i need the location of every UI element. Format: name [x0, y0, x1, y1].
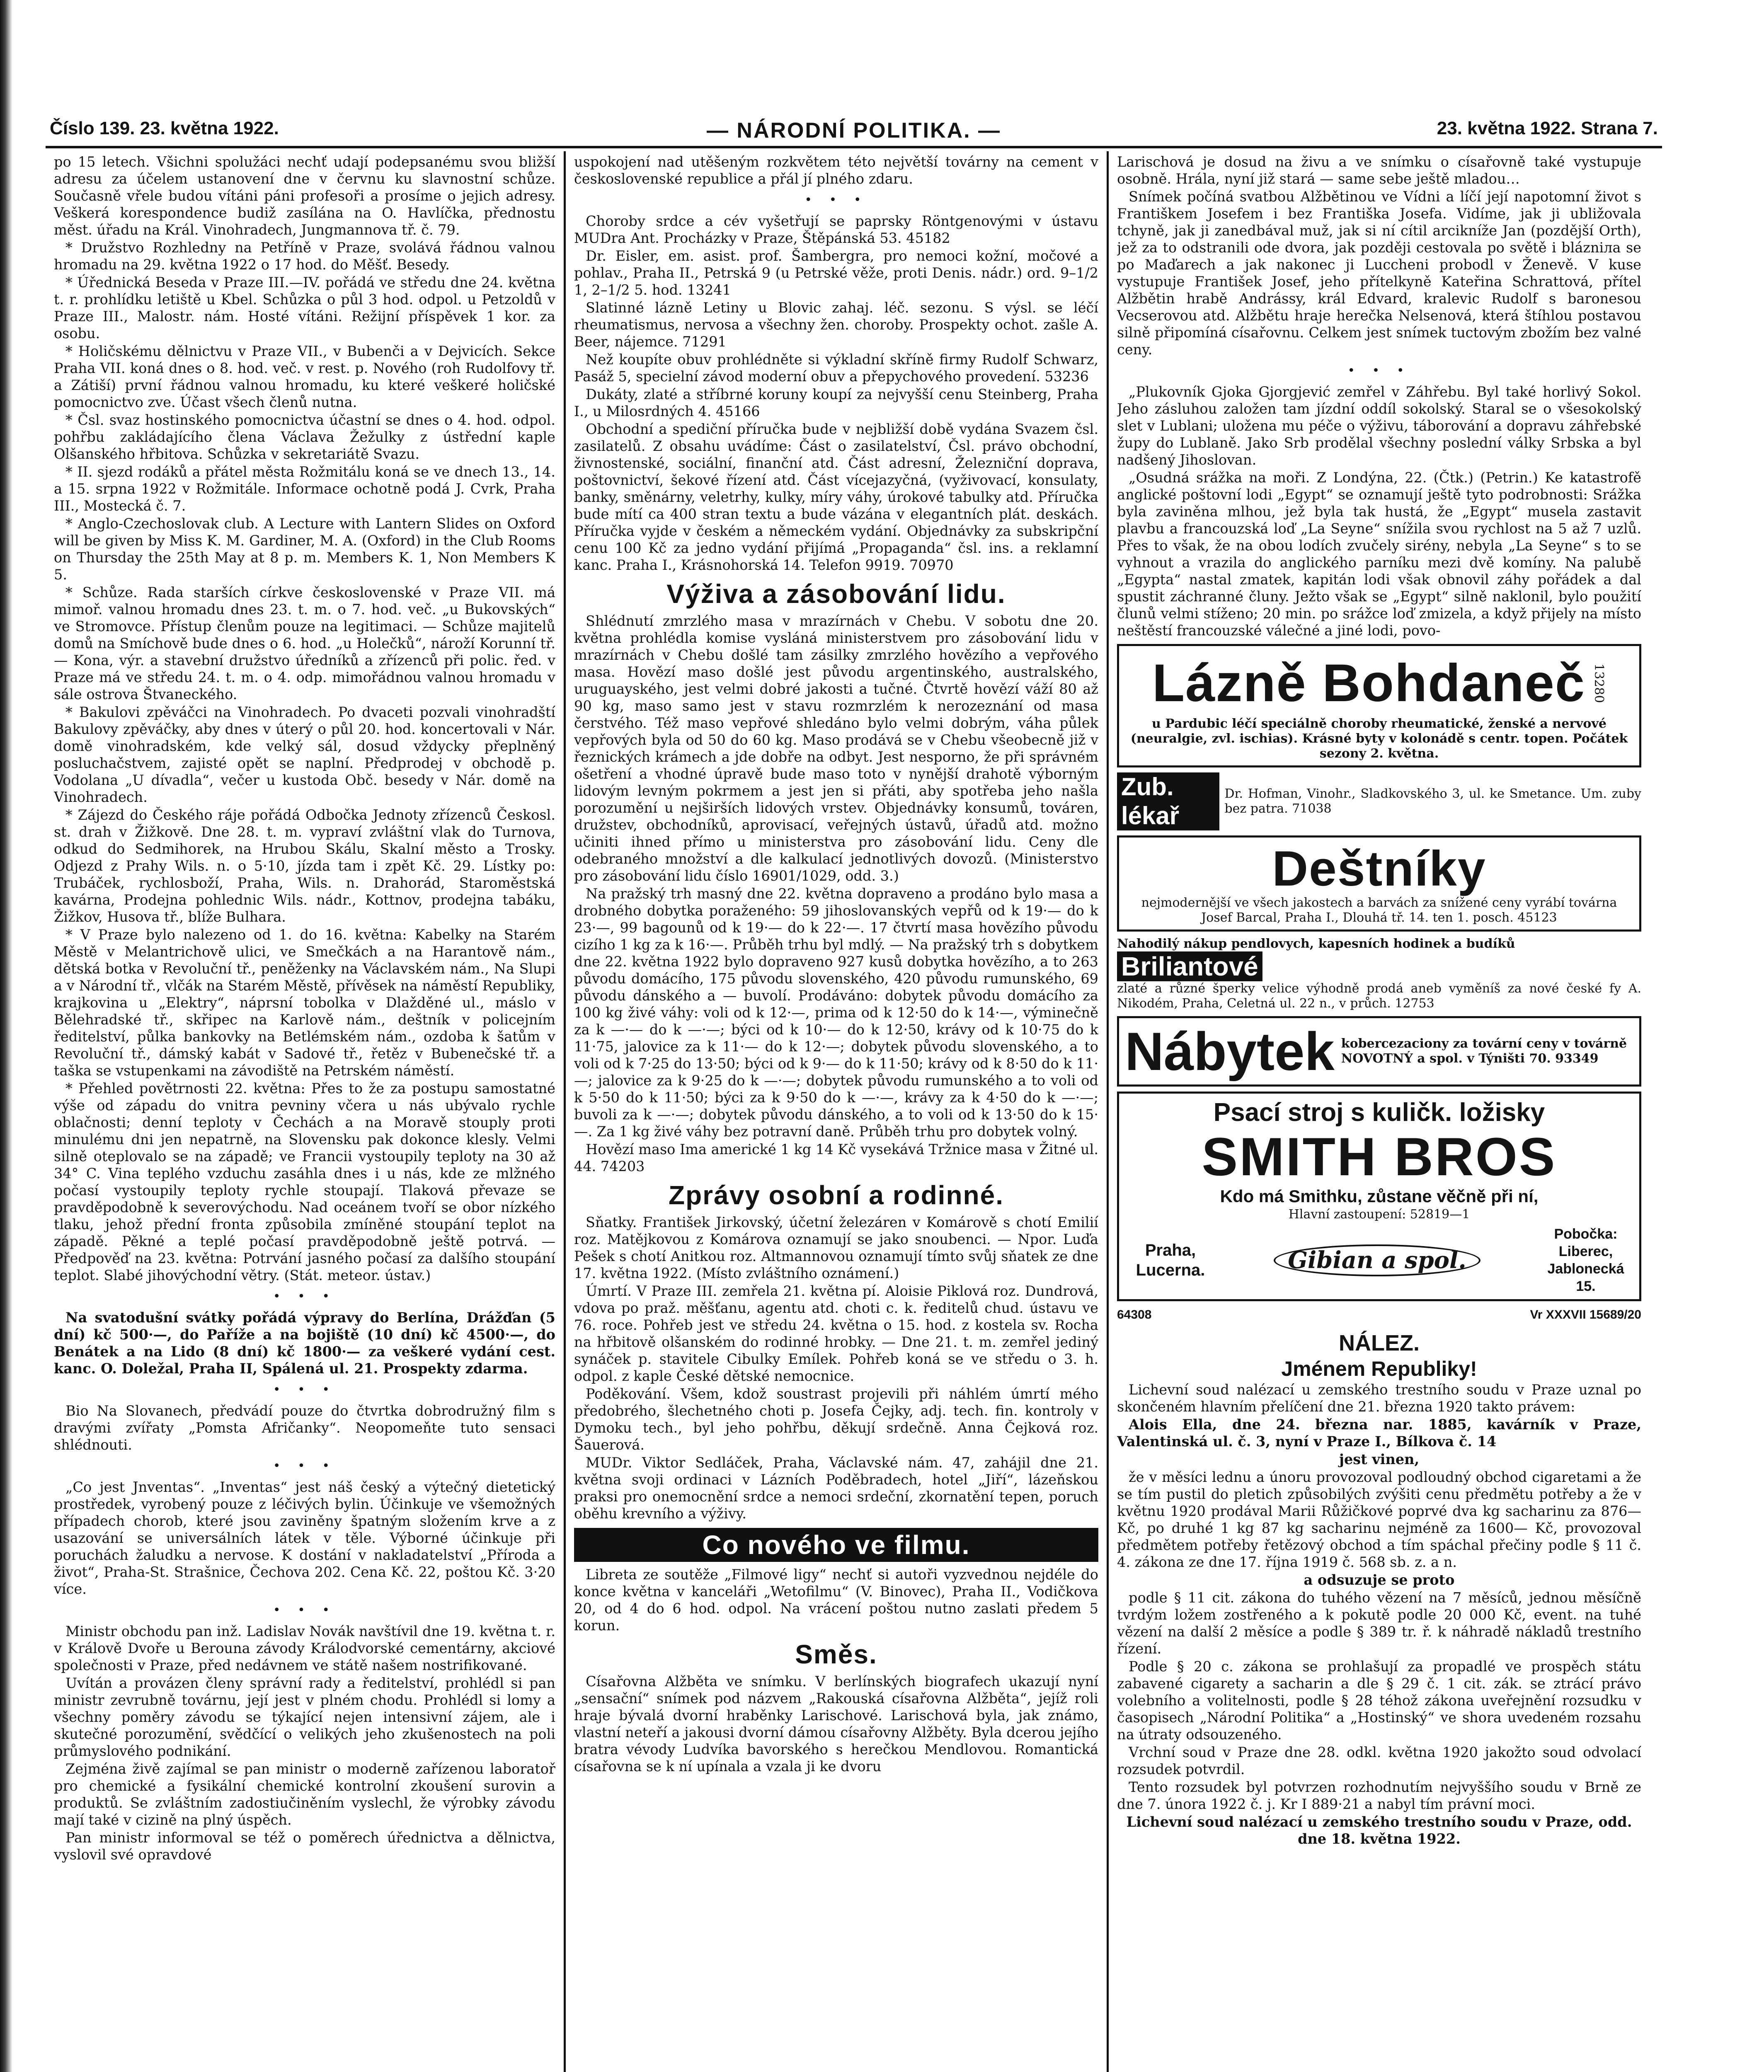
- col1-paragraph: * Čsl. svaz hostinského pomocnictva účastní se dnes o 4. hod. odpol. pohřbu zakládajícího člena Václava Žežulky z ústřední kaple Olšanského hřbitova. Schůzka v sekretariátě Svazu.: [54, 412, 555, 462]
- personal-news: Úmrtí. V Praze III. zemřela 21. května pí. Aloisie Piklová roz. Dundrová, vdova po praž. měšťanu, agentu atd. choti c. k. ředitelů chud. ústavu ve 76. roce. Pohřeb jest ve středu 24. května o 15. hod. z kostela sv. Rocha na hřbitově olšanském do rodinné hrobky. — Dne 21. t. m. zemřel jediný synáček p. stavitele Cibulky Emílek. Pohřeb koná se ve středu o 3. h. odpol. z kaple České dětské nemocnice.: [574, 1283, 1098, 1384]
- ad-codes: [1117, 1306, 1641, 1323]
- column-3: [1117, 153, 1641, 2072]
- ad-briliantove: [1117, 937, 1641, 1011]
- ad-lazne-bohdanec: [1117, 644, 1641, 767]
- nalez-signature: Lichevní soud nalézací u zemského trestního soudu v Praze, odd. dne 18. května 1922.: [1126, 1814, 1632, 1847]
- col1-paragraph: Bio Na Slovanech, předvádí pouze do čtvrtka dobrodružný film s dravými zvířaty „Pomsta Afričanky“. Neopomeňte tuto sensaci shlédnouti.: [54, 1403, 555, 1453]
- ad-zubni-lekar: [1117, 772, 1641, 830]
- nalez-paragraph: že v měsíci lednu a únoru provozoval podloudný obchod cigaretami a že se tím pustil do pletich způsobilých zvýšiti cenu předmětu potřeby a že v květnu 1920 prodával Marii Růžičkové poprvé dva kg sacharinu za 876— Kč, po druhé 1 kg 87 kg sacharinu nejméně za 1600— Kč, provozoval předmětem potřeby řetězový obchod a tím spáchal přečiny podle § 11 č. 4. zákona ze dne 17. října 1919 č. 568 sb. z. a n.: [1117, 1469, 1641, 1570]
- col2-intro: uspokojení nad utěšeným rozkvětem této největší továrny na cement v československé republice a přál jí plného zdaru.: [574, 154, 1098, 187]
- col1-paragraph: * Schůze. Rada starších církve československé v Praze VII. má mimoř. valnou hromadu dnes 23. t. m. o 7. hod. več. „u Bukovských“ ve Stromovce. Přístup členům pouze na legitimaci. — Schůze majitelů domů na Smíchově bude dnes o 6. hod. „u Holečků“, nároží Korunní tř. — Kona, výr. a stavební družstvo úředníků a zřízenců při polic. řed. v Praze má ve středu 24. t. m. o 4. odp. mimořádnou valnou hromadu v sále ostrova Štvaneckého.: [54, 584, 555, 702]
- section-heading-food: Výživa a zásobování lidu.: [666, 579, 1006, 609]
- col1-paragraph: * Úřednická Beseda v Praze III.—IV. pořádá ve středu dne 24. května t. r. prohlídku letiště u Kbel. Schůzka o půl 3 hod. odpol. u Petzoldů v Praze III., Malostr. nám. Hosté vítáni. Režijní příspěvek 1 kor. za osobu.: [54, 274, 555, 341]
- newspaper-title: — NÁRODNÍ POLITIKA. —: [706, 119, 1001, 143]
- separator: • • •: [273, 1382, 337, 1397]
- col1-paragraph: * Anglo-Czechoslovak club. A Lecture with Lantern Slides on Oxford will be given by Miss K. M. Gardiner, M. A. (Oxford) in the Club Rooms on Thursday the 25th May at 8 p. m. Members K. 1, Non Members K 5.: [54, 516, 555, 583]
- col1-paragraph: Na svatodušní svátky pořádá výpravy do Berlína, Drážďan (5 dní) kč 500·—, do Paříže a na bojiště (10 dní) kč 4500·—, do Benátek a na Lido (8 dní) kč 1800·— za veškeré vydání cest. kanc. O. Doležal, Praha II, Spálená ul. 21. Prospekty zdarma.: [54, 1310, 555, 1377]
- ad-smith-bros: [1117, 1092, 1641, 1301]
- col1-paragraph: Ministr obchodu pan inž. Ladislav Novák navštívil dne 19. května t. r. v Králově Dvoře u Berouna závody Králodvorské cementárny, akciové společnosti v Praze, před nedávnem ve státě našem nostrifikované.: [54, 1623, 555, 1673]
- classified-ad: Dr. Eisler, em. asist. prof. Šambergra, pro nemoci kožní, močové a pohlav., Praha II., Petrská 9 (u Petrské věže, proti Denis. nádr.) ord. 9–1/2 1, 2–1/2 5. hod. 13241: [574, 248, 1098, 298]
- nalez-verdict: a odsuzuje se proto: [1304, 1572, 1455, 1588]
- section-heading-personal: Zprávy osobní a rodinné.: [669, 1180, 1004, 1210]
- ad-branch: Pobočka: Liberec, Jablonecká 15.: [1547, 1226, 1624, 1294]
- personal-news: MUDr. Viktor Sedláček, Praha, Václavské nám. 47, zahájil dne 21. května svoji ordinaci v Lázních Poděbradech, hotel „Jiří“, lázeňskou praksi pro onemocnění srdce a nemoci srdeční, zkornatění tepen, poruch oběhu krevního a výživy.: [574, 1455, 1098, 1522]
- section-heading-mix: Směs.: [795, 1639, 877, 1669]
- col1-paragraph: Pan ministr informoval se též o poměrech úřednictva a dělnictva, vyslovil své opravdové: [54, 1830, 555, 1863]
- food-ad: Hovězí maso Ima americké 1 kg 14 Kč vysekává Tržnice masa v Žitné ul. 44. 74203: [574, 1141, 1098, 1174]
- date-page: 23. května 1922. Strana 7.: [1437, 118, 1658, 138]
- column-rule: [1107, 151, 1109, 2072]
- separator: • • •: [1347, 363, 1411, 378]
- ad-code-right: Vr XXXVII 15689/20: [1530, 1308, 1641, 1322]
- ad-nabytek: [1117, 1016, 1641, 1087]
- col3-paragraph: Snímek počíná svatbou Alžbětinou ve Vídni a líčí její napotomní život s Františkem Josefem i bez Františka Josefa. Vidíme, jak ji ubližovala tchyně, jak ji zanedbával muž, jak si ní cítil arcikníže Jan (pozdější Orth), jež za to odstranili ode dvora, jak později cestovala po světě i blázniла se po Maďarech a jak nakonec ji Luccheni probodl v Ženevě. V kuse vystupuje František Josef, jeho přítelkyně Kateřina Schrattová, přítel Alžbětin hrabě Andrássy, král Edvard, kralevic Rudolf s baronesou Vecserovou atd. Alžbětu hraje herečka Nelsenová, která štíhlou postavou silně připomíná císařovnu. Celkem jest snímek tuctovým zbožím bez valné ceny.: [1117, 189, 1641, 358]
- col1-paragraph: Zejména živě zajímal se pan ministr o moderně zařízenou laboratoř pro chemické a fysikální chemické kontrolní zkoušení surovin a produktů. Se zvláštním zadostiučiněním vyslechl, že výrobky závodu mají také v cizině na plný úspěch.: [54, 1761, 555, 1828]
- ad-title: Lázně Bohdaneč: [1152, 654, 1586, 713]
- classified-ad: Než koupíte obuv prohlédněte si výkladní skříně firmy Rudolf Schwarz, Pasáž 5, specielní závod moderní obuv a přepychového provedení. 53236: [574, 351, 1098, 385]
- col1-paragraph: * Zájezd do Českého ráje pořádá Odbočka Jednoty zřízenců Českosl. st. drah v Žižkově. Dne 28. t. m. vypraví zvláštní vlak do Turnova, odkud do Sedmihorek, na Hrubou Skálu, Skalní město a Trosky. Odjezd z Prahy Wils. n. o 5·10, jízda tam i zpět Kč. 29. Lístky po: Trubáček, rychlosboží, Praha, Wils. n. Drahorád, Staroměstská kavárna, Prodejna pohlednic Wils. nádr., Kottnov, prodejna tabáku, Žižkov, Husova tř., blíže Bulhara.: [54, 807, 555, 925]
- ad-code-left: 64308: [1117, 1308, 1152, 1322]
- col1-paragraph: * V Praze bylo nalezeno od 1. do 16. května: Kabelky na Starém Městě v Melantrichově ulici, ve Smečkách a na Harantově nám., dětská botka v Revoluční tř., peněženky na Václavském nám., Na Slupi a v Národní tř., vlčák na Starém Městě, přívěsek na náměstí Republiky, krajkovina u „Elektry“, náprsní tobolka v Dlažděné ul., máslo v Bělehradské tř., skřipec na Karlově nám., deštník v policejním ředitelství, půlka bankovky na Betlémském nám., ozdoba k šatům v Revoluční tř., dámský kabát v Sadové tř., řetěz v Bubenečské tř. a taška se vstupenkami na závodiště na Petrském náměstí.: [54, 927, 555, 1079]
- ad-headline: Psací stroj s kuličk. ložisky: [1213, 1098, 1545, 1127]
- ad-destniky: [1117, 835, 1641, 932]
- separator: • • •: [804, 193, 868, 207]
- ad-text: nejmodernější ve všech jakostech a barvách za snížené ceny vyrábí továrna Josef Barcal, Praha I., Dlouhá tř. 14. ten 1. posch. 45123: [1141, 896, 1617, 925]
- ad-text: u Pardubic léčí speciálně choroby rheumatické, ženské a nervové (neuralgie, zvl. ischias). Krásné byty v kolonádě s centr. topen. Počátek sezony 2. května.: [1130, 716, 1628, 761]
- mix-article: Císařovna Alžběta ve snímku. V berlínských biografech ukazují nyní „sensační“ snímek pod názvem „Rakouská císařovna Alžběta“, jejíž roli hraje bývalá dvorní hraběnky Larischové. Larischová byla, jak známo, vlastní neteří a jakousi dvorní dámou císařovny Alžběty. Byla dcerou jejího bratra vévody Ludvíka bavorského s herečkou Mendlovou. Romantická císařovna se k ní upínala a vzala ji ke dvoru: [574, 1673, 1098, 1774]
- classified-ad: Slatinné lázně Letiny u Blovic zahaj. léč. sezonu. S výsl. se léčí rheumatismus, nervosa a všechny žen. choroby. Prospekty ochot. zašle A. Beer, nájemce. 71291: [574, 300, 1098, 350]
- masthead: [50, 118, 1658, 147]
- separator: • • •: [273, 1603, 337, 1617]
- ad-text: zlaté a různé šperky velice výhodně prodá aneb vyměníš za nové české fy A. Nikodém, Praha, Celetná ul. 22 n., v průch. 12753: [1117, 981, 1641, 1011]
- classified-ad: Dukáty, zlaté a stříbrné koruny koupí za nejvyšší cenu Steinberg, Praha I., u Milosrdných 4. 45166: [574, 386, 1098, 419]
- film-news: Libreta ze soutěže „Filmové ligy“ nechť si autoři vyzvednou nejdéle do konce května v kanceláři „Wetofilmu“ (V. Binovec), Praha II., Vodičkova 20, od 4 do 6 hod. odpol. Na vrácení poštou nutno zaslati předem 5 korun.: [574, 1566, 1098, 1634]
- section-heading-film: Co nového ve filmu.: [574, 1528, 1098, 1562]
- nalez-title: NÁLEZ.: [1339, 1331, 1420, 1356]
- ad-text: Dr. Hofman, Vinohr., Sladkovského 3, ul. ke Smetance. Um. zuby bez patra. 71038: [1224, 787, 1641, 816]
- ad-city: Praha, Lucerna.: [1136, 1241, 1205, 1279]
- nalez-paragraph: podle § 11 cit. zákona do tuhého vězení na 7 měsíců, jednou měsíčně tvrdým ložem zostřeného a k pokutě podle 20 000 Kč, event. na tuhé vězení na další 2 měsíce a podle § 389 tr. ř. k náhradě nákladů trestního řízení.: [1117, 1590, 1641, 1657]
- column-rule: [564, 151, 566, 2072]
- ad-text: Nahodilý nákup pendlovych, kapesních hodinek a budíků: [1117, 937, 1515, 951]
- separator: • • •: [273, 1459, 337, 1473]
- nalez-paragraph: Podle § 20 c. zákona se prohlašují za propadlé ve prospěch státu zabavené cigarety a sacharin a dle § 29 č. 1 cit. zák. se ztrácí právo volebního a volitelnosti, podle § 28 téhož zákona uveřejnění rozsudku v časopisech „Národní Politika“ a „Hostinský“ ve shora uvedeném rozsahu na útraty odsouzeného.: [1117, 1658, 1641, 1743]
- page-edge-shadow: [0, 0, 12, 2072]
- nalez-paragraph: Lichevní soud nalézací u zemského trestního soudu v Praze uznal po skončeném hlavním přelíčení dne 21. března 1920 takto právem:: [1117, 1382, 1641, 1415]
- ad-code: 13280: [1592, 663, 1606, 703]
- food-article: Na pražský trh masný dne 22. května dopraveno a prodáno bylo masa a drobného dobytka poraženého: 59 jihoslovanských vepřů od k 19·— do k 23·—, 99 bagounů od k 19·— do k 22·—. 17 čtvrtí masa hovězího původu cizího 1 kg za k 16·—. Průběh trhu byl mdlý. — Na pražský trh s dobytkem dne 22. května 1922 bylo dopraveno 927 kusů dobytka hovězího, a to 263 původu domácího, 175 původu slovenského, 420 původu rumunského, 69 původu dánského a — buvolí. Prodáváno: dobytek původu domácího za 100 kg živé váhy: voli od k 12·—, prima od k 12·50 do k 14·—, výminečně za k —·— do k —·—; býci od k 10·— do k 12·50, krávy od k 10·75 do k 11·75, jalovice za k 11·— do k 12·—; dobytek původu slovenského, a to voli od k 7·25 do 13·50; býci od k 9·— do k 11·50; krávy od k 8·50 do k 11·—; jalovice za k 9·25 do k —·—; dobytek původu rumunského a to voli od k 5·50 do k 11·50; býci za k 9·50 do k —·—, krávy za k 4·50 do k —·—; buvoli za k —·—; dobytek původu dánského, a to voli od k 13·50 do k 15·—. Za 1 kg živé váhy bez potravní daně. Průběh trhu pro dobytek volný.: [574, 886, 1098, 1140]
- masthead-rule: [46, 146, 1662, 148]
- ad-title: Briliantové: [1117, 951, 1262, 981]
- ad-firm-logo: Gibian a spol.: [1274, 1244, 1480, 1276]
- nalez-subtitle: Jménem Republiky!: [1281, 1357, 1477, 1380]
- col3-paragraph: Larischová je dosud na živu a ve snímku o císařovně také vystupuje osobně. Hrála, nyní již stará — same sebe ještě mladou…: [1117, 154, 1641, 187]
- ad-title: Zub. lékař: [1117, 772, 1219, 830]
- ad-slogan: Kdo má Smithku, zůstane věčně při ní,: [1220, 1186, 1539, 1206]
- nalez-paragraph: Alois Ella, dne 24. března nar. 1885, kavárník v Praze, Valentinská ul. č. 3, nyní v Praze I., Bílkova č. 14: [1117, 1416, 1641, 1450]
- ad-title: SMITH BROS: [1202, 1126, 1557, 1187]
- column-2: [574, 153, 1098, 2072]
- classified-ad: Choroby srdce a cév vyšetřují se paprsky Röntgenovými v ústavu MUDra Ant. Procházky v Praze, Štěpánská 53. 45182: [574, 213, 1098, 246]
- col3-paragraph: „Osudná srážka na moři. Z Londýna, 22. (Čtk.) (Petrin.) Ke katastrofě anglické poštovní lodi „Egypt“ se oznamují ještě tyto podrobnosti: Srážka byla zaviněna mlhou, jež byla tak hustá, že „Egypt“ musela zastavit plavbu a francouzská loď „La Seyne“ snížila svou rychlost na 5 až 7 uzlů. Přes to však, že na obou lodích zvučely sirény, nebyla „La Seyne“ s to se vyhnout a vrazila do anglického parníku mezi dvě komíny. Na palubě „Egypta“ nastal zmatek, kapitán lodi však obnovil záhy pořádek a dal spustit záchranné čluny. Ježto však se „Egypt“ silně naklonil, bylo použití člunů velmi stíženo; 20 min. po srážce loď zmizela, a když přijely na místo neštěstí francouzské válečné a jiné lodi, povo-: [1117, 470, 1641, 639]
- ad-text: Hlavní zastoupení: 52819—1: [1288, 1207, 1470, 1222]
- ad-title: Nábytek: [1125, 1021, 1335, 1082]
- nalez-paragraph: Vrchní soud v Praze dne 28. odkl. května 1920 jakožto soud odvolací rozsudek potvrdil.: [1117, 1744, 1641, 1777]
- food-article: Shlédnutí zmrzlého masa v mrazírnách v Chebu. V sobotu dne 20. května prohlédla komise vysláná ministerstvem pro zásobování lidu v mrazírnách v Chebu došlé tam zásilky zmrzlého hovězího a vepřového masa. Hovězí maso došlé jest původu argentinského, australského, uruguayského, jest velmi dobré jakosti a tučné. Čtvrtě hovězí váží 80 až 90 kg, maso samo jest v stavu rozmrzlém k nerozeznání od masa čerstvého. Též maso vepřové shledáno bylo velmi dobrým, váha půlek vepřových byla od 50 do 60 kg. Maso prodává se v Chebu všeobecně již v řeznických krámech a jde dobře na odbyt. Jest nesporno, že při správném ošetření a vhodné úpravě bude maso toto v nynější drahotě výborným lidovým levným pokrmem a jest jen si přáti, aby spotřeba jeho našla porozumění u nejširších lidových vrstev. Objednávky konsumů, továren, družstev, obchodníků, aprovisací, veřejných ústavů, úřadů atd. možno učiniti ihned přímo u ministerstva pro zásobování lidu. Ceny dle odebraného množství a dle kalkulací jednotlivých dovozů. (Ministerstvo pro zásobování lidu číslo 16901/1029, odd. 3.): [574, 613, 1098, 884]
- nalez-verdict: jest vinen,: [1339, 1451, 1420, 1467]
- issue-number: Číslo 139. 23. května 1922.: [50, 118, 279, 138]
- col1-paragraph: * Přehled povětrnosti 22. května: Přes to že za postupu samostatné výše od západu do vnitra pevniny včera u nás ubývalo rychle oblačnosti; denní teploty v Čechách a na Moravě stouply proti minulému dni jen nepatrně, na Slovensku pak dokonce klesly. Velmi silně oteplovalo se na západě; ve Francii vystoupily teploty na 30 až 34° C. Vina teplého vzduchu zasáhla dnes i u nás, kde ze mlžného počasí vystoupily teploty rychle stoupají. Tlaková převaze se pravděpodobně k severovýchodu. Nad oceánem tvoří se obor nízkého tlaku, jehož přední fronta způsobila zmíněné stoupání teplot na západě. Pěkné a teplé počasí pravděpodobně ještě potrvá. — Předpověď na 23. května: Potrvání jasného počasí za dalšího stoupání teplot. Slabé jihovýchodní větry. (Stát. meteor. ústav.): [54, 1080, 555, 1283]
- personal-news: Poděkování. Všem, kdož soustrast projevili při náhlém úmrtí mého předobrého, šlechetného choti p. Josefa Čejky, adj. tech. fin. kontroly v Dymoku tech., byl jeho pohřbu, děkují srdečně. Anna Čejková roz. Šauerová.: [574, 1386, 1098, 1453]
- col1-paragraph: po 15 letech. Všichni spolužáci nechť udají podepsanému svou bližší adresu za účelem ustanovení dne v červnu ku slavnostní schůze. Současně vřele budou vítáni páni profesoři a prosíme o jejich adresy. Veškerá korespondence budiž zasílána na O. Havlíčka, přednostu měst. úřadu na Král. Vinohradech, Jungmannova tř. č. 79.: [54, 154, 555, 238]
- col1-paragraph: * Holičskému dělnictvu v Praze VII., v Bubenči a v Dejvicích. Sekce Praha VII. koná dnes o 8. hod. več. v rest. p. Nového (roh Rudolfovy tř. a Zátiší) první řádnou valnou hromadu, ku které veškeré holičské pomocnictvo zve. Účast všech členů nutna.: [54, 343, 555, 410]
- col1-paragraph: „Co jest Jnventas“. „Inventas“ jest náš český a výtečný dietetický prostředek, vyrobený pouze z léčivých bylin. Účinkuje ve všemožných případech chorob, které jsou zaviněny špatným složením krve a z usazování se universálních látek v těle. Výborné účinkuje při poruchách žaludku a nervose. K dostání v nakladatelství „Příroda a život“, Praha-St. Strašnice, Čechova 202. Cena Kč. 22, poštou Kč. 3·20 více.: [54, 1479, 555, 1597]
- nalez-paragraph: Tento rozsudek byl potvrzen rozhodnutím nejvyššího soudu v Brně ze dne 7. února 1922 č. j. Kr I 889·21 a nabyl tím právní moci.: [1117, 1779, 1641, 1812]
- classified-ad: Obchodní a spediční příručka bude v nejbližší době vydána Svazem čsl. zasilatelů. Z obsahu uvádíme: Část o zasilatelství, Čsl. právo obchodní, živnostenské, sociální, finanční atd. Část adresní, Železniční doprava, poštovnictví, šekové řízení atd. Část vícejazyčná, (vyživovací, konsulaty, banky, směnárny, veletrhy, kulky, míry váhy, úrokové tabulky atd. Příručka bude mítí ca 400 stran textu a bude vázána v elegantních plát. deskách. Příručka vyjde v českém a německém vydání. Objednávky za subskripční cenu 100 Kč za jedno vydání přijímá „Propaganda“ čsl. ins. a reklamní kanc. Praha I., Krásnohorská 14. Telefon 9919. 70970: [574, 421, 1098, 573]
- col1-paragraph: * II. sjezd rodáků a přátel města Rožmitálu koná se ve dnech 13., 14. a 15. srpna 1922 v Rožmitále. Informace ochotně podá J. Cvrk, Praha III., Mostecká č. 7.: [54, 464, 555, 514]
- ad-title: Deštníky: [1272, 841, 1486, 896]
- col1-paragraph: Uvítán a provázen členy správní rady a ředitelství, prohlédl si pan ministr zevrubně továrnu, její jest v plném chodu. Prohlédl si lomy a všechny poměry závodu se týkající nejen intensivní zájem, ale i skutečné porozumění, svědčící o velikých jeho zkušenostech na poli průmyslového podnikání.: [54, 1675, 555, 1759]
- col1-paragraph: * Družstvo Rozhledny na Petříně v Praze, svolává řádnou valnou hromadu na 29. května 1922 o 17 hod. do Měšť. Besedy.: [54, 240, 555, 273]
- col1-paragraph: * Bakulovi zpěváčci na Vinohradech. Po dvaceti pozvali vinohradští Bakulovy zpěváčky, aby dnes v úterý o půl 20. hod. koncertovali v Nár. domě vinohradském, kde velký sál, dosud vždycky přeplněný posluchačstvem, zajisté opět se naplní. Předprodej v obchodě p. Vodolana „U dívadla“, večer u kustoda Obč. besedy v Nár. domě na Vinohradech.: [54, 704, 555, 805]
- separator: • • •: [273, 1289, 337, 1304]
- ad-text: kobercezaciony za tovární ceny v továrně NOVOTNÝ a spol. v Týništi 70. 93349: [1341, 1036, 1627, 1066]
- column-1: [54, 153, 555, 2072]
- personal-news: Sňatky. František Jirkovský, účetní železáren v Komárově s chotí Emilií roz. Matějkovou z Komárova oznamují se jako snoubenci. — Npor. Luďa Pešek s chotí Anitkou roz. Altmannovou oznamují tímto svůj sňatek ze dne 17. května 1922. (Místo zvláštního oznámení.): [574, 1214, 1098, 1281]
- col3-paragraph: „Plukovník Gjoka Gjorgjević zemřel v Záhřebu. Byl také horlivý Sokol. Jeho zásluhou založen tam jízdní oddíl sokolský. Staral se o všesokolský slet v Lublani; uložena mu péče o výživu, táborování a dopravu záhřebské župy do Lublaně. Jako Srb prodělal všechny poslední války Srbska a byl nadšený Jihoslovan.: [1117, 384, 1641, 468]
